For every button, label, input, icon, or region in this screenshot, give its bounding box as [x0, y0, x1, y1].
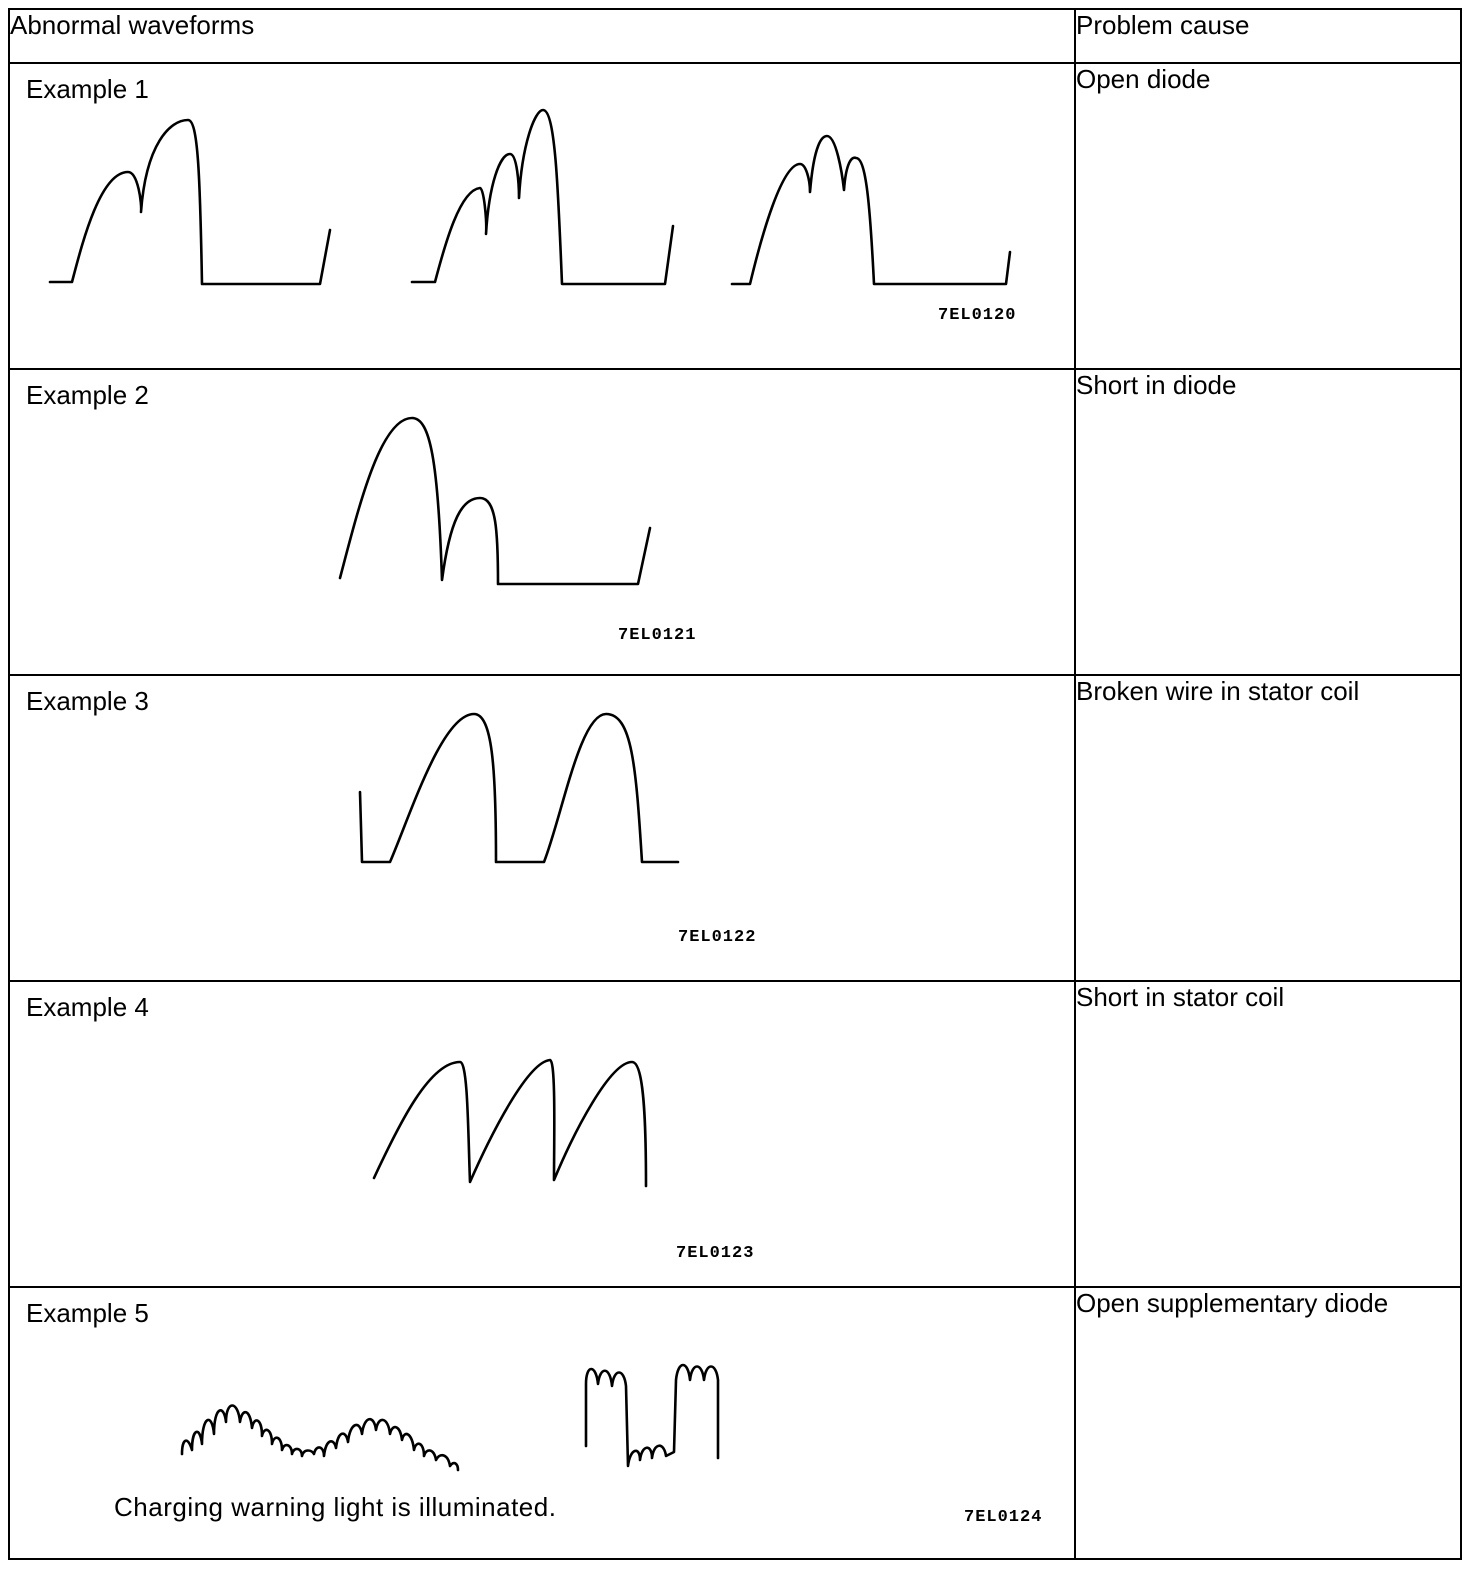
waveform-trace	[374, 1060, 646, 1186]
table-row	[9, 63, 1461, 369]
charging-warning-note: Charging warning light is illuminated.	[114, 1492, 557, 1522]
example-label: Example 2	[26, 380, 149, 410]
figure-code: 7EL0121	[618, 626, 697, 645]
problem-cause-cell: Short in stator coil	[1075, 981, 1461, 1287]
waveform-cell-example-4	[9, 981, 1075, 1287]
problem-cause-cell: Short in diode	[1075, 369, 1461, 675]
short-diode-waveform-figure	[10, 370, 1074, 674]
broken-stator-wire-waveform-figure	[10, 676, 1074, 980]
header-abnormal-waveforms: Abnormal waveforms	[9, 9, 1075, 63]
table-row	[9, 1287, 1461, 1559]
problem-cause-cell: Open supplementary diode	[1075, 1287, 1461, 1559]
table-header-row	[9, 9, 1461, 63]
example-label: Example 4	[26, 992, 149, 1022]
figure-code: 7EL0123	[676, 1244, 755, 1263]
waveform-trace	[412, 110, 673, 284]
abnormal-waveforms-table	[8, 8, 1462, 1560]
waveform-trace	[340, 418, 650, 584]
table-row	[9, 675, 1461, 981]
problem-cause-cell: Broken wire in stator coil	[1075, 675, 1461, 981]
waveform-cell-example-5	[9, 1287, 1075, 1559]
header-problem-cause: Problem cause	[1075, 9, 1461, 63]
table-row	[9, 981, 1461, 1287]
example-label: Example 5	[26, 1298, 149, 1328]
problem-cause-cell: Open diode	[1075, 63, 1461, 369]
open-diode-waveform-figure	[10, 64, 1074, 368]
waveform-cell-example-3	[9, 675, 1075, 981]
waveform-trace	[732, 136, 1010, 284]
figure-code: 7EL0122	[678, 928, 757, 947]
waveform-cell-example-1	[9, 63, 1075, 369]
waveform-trace	[182, 1406, 458, 1471]
short-stator-coil-waveform-figure	[10, 982, 1074, 1286]
example-label: Example 1	[26, 74, 149, 104]
figure-code: 7EL0124	[964, 1508, 1043, 1527]
table-row	[9, 369, 1461, 675]
waveform-table-sheet	[8, 8, 1460, 1576]
waveform-trace	[586, 1365, 718, 1466]
waveform-trace	[50, 120, 330, 284]
figure-code: 7EL0120	[938, 306, 1017, 325]
example-label: Example 3	[26, 686, 149, 716]
waveform-cell-example-2	[9, 369, 1075, 675]
waveform-trace	[360, 714, 678, 862]
